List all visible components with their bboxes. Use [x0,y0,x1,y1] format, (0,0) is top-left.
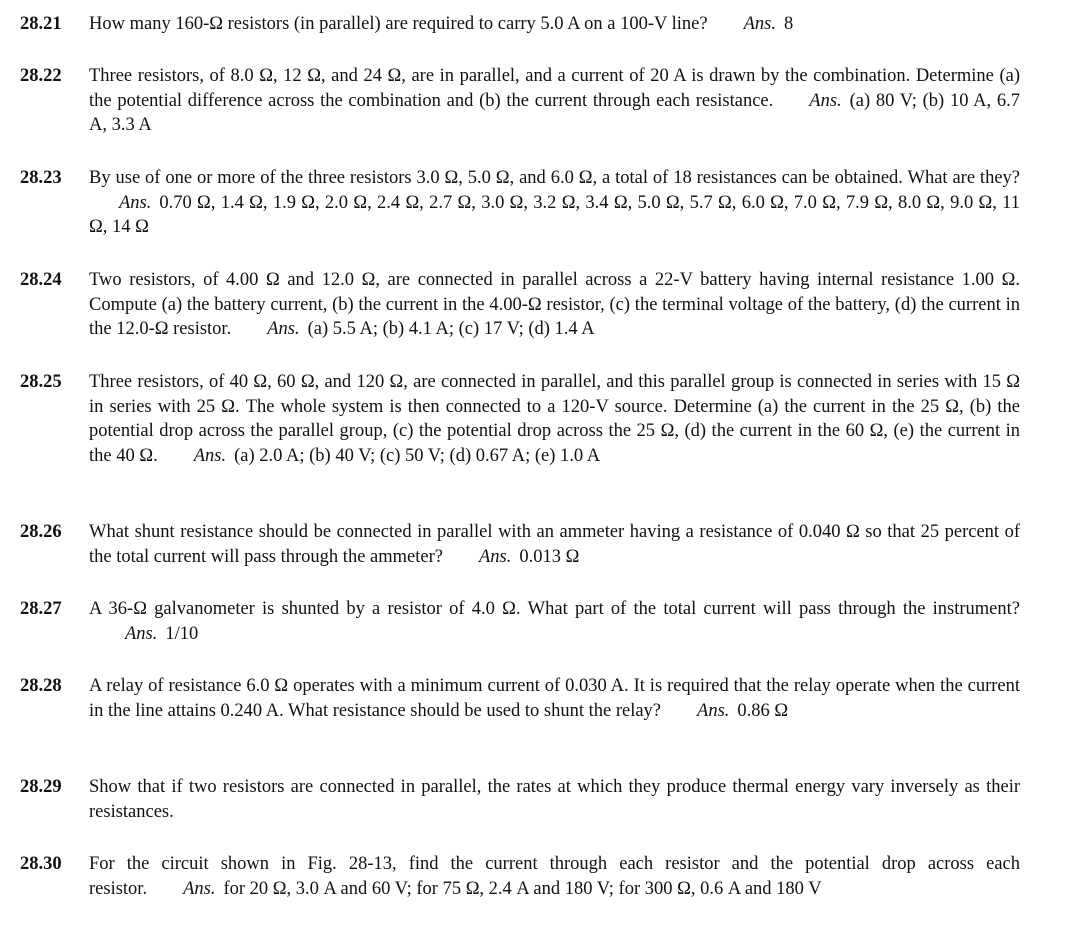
answer-label: Ans. [125,623,158,644]
problem-text: How many 160-Ω resistors (in parallel) are required to carry 5.0 A on a 100-V line? [89,14,708,34]
problem-body [89,166,1020,240]
answer-text: 8 [783,14,794,34]
answer-label: Ans. [697,700,730,721]
problem-number: 28.26 [20,522,62,542]
problem-text: For the circuit shown in Fig. 28-13, find the current through each resistor and the potential drop across each resistor. [89,854,1020,899]
problem-body [89,674,1020,723]
answer-label: Ans. [743,14,776,34]
problem-body [89,852,1020,901]
answer-label: Ans. [267,319,300,340]
problem-text: A relay of resistance 6.0 Ω operates with a minimum current of 0.030 A. It is required that the relay operate when the current in the line attains 0.240 A. What resistance should be used to shunt the relay? [89,676,1020,721]
answer-label: Ans. [193,445,227,466]
problem-body [89,370,1020,468]
problem-text: Two resistors, of 4.00 Ω and 12.0 Ω, are connected in parallel across a 22-V battery having internal resistance 1.00 Ω. Compute (a) the battery current, (b) the current in the 4.00-Ω resistor, (c) the terminal voltage of the battery, (d) the current in the 12.0-Ω resistor. [89,270,1020,340]
problem-number: 28.24 [20,270,62,290]
problem-number: 28.29 [20,777,62,797]
problem-text: By use of one or more of the three resistors 3.0 Ω, 5.0 Ω, and 6.0 Ω, a total of 18 resistances can be obtained. What are they? [89,168,1020,188]
problem-text: Three resistors, of 8.0 Ω, 12 Ω, and 24 Ω, are in parallel, and a current of 20 A is drawn by the combination. Determine (a) the potential difference across the combination and (b) the current through each resistance. [89,66,1020,111]
answer-text: (a) 5.5 A; (b) 4.1 A; (c) 17 V; (d) 1.4 A [307,319,595,340]
problem-number: 28.27 [20,599,62,619]
problem-body [89,520,1020,569]
answer-text: for 20 Ω, 3.0 A and 60 V; for 75 Ω, 2.4 A and 180 V; for 300 Ω, 0.6 A and 180 V [223,878,822,899]
answer-text: 0.013 Ω [519,546,580,567]
answer-text: 0.86 Ω [737,700,789,721]
problem-number: 28.28 [20,676,62,696]
problem-body [89,775,1020,824]
answer-label: Ans. [809,90,842,111]
problem-number: 28.21 [20,14,62,34]
problem-text: Show that if two resistors are connected in parallel, the rates at which they produce thermal energy vary inversely as their resistances. [89,777,1020,822]
answer-label: Ans. [119,192,152,213]
answer-text: (a) 2.0 A; (b) 40 V; (c) 50 V; (d) 0.67 A; (e) 1.0 A [234,445,601,466]
problem-body [89,64,1020,138]
problem-number: 28.22 [20,66,62,86]
answer-label: Ans. [478,546,512,567]
problem-number: 28.30 [20,854,62,874]
answer-label: Ans. [183,878,216,899]
problem-number: 28.23 [20,168,62,188]
answer-text: 1/10 [165,623,199,644]
problem-body [89,12,1020,37]
problem-body [89,597,1020,646]
answer-text: (a) 80 V; (b) 10 A, 6.7 A, 3.3 A [89,90,1020,136]
problem-text: Three resistors, of 40 Ω, 60 Ω, and 120 Ω, are connected in parallel, and this parallel group is connected in series with 15 Ω in series with 25 Ω. The whole system is then connected to a 120-V source. Determine (a) the current in the 25 Ω, (b) the potential drop across the parallel group, (c) the potential drop across the 25 Ω, (d) the current in the 60 Ω, (e) the current in the 40 Ω. [89,372,1020,466]
answer-text: 0.70 Ω, 1.4 Ω, 1.9 Ω, 2.0 Ω, 2.4 Ω, 2.7 Ω, 3.0 Ω, 3.2 Ω, 3.4 Ω, 5.0 Ω, 5.7 Ω, 6.0 Ω, 7.0 Ω, 7.9 Ω, 8.0 Ω, 9.0 Ω, 11 Ω, 14 Ω [89,192,1020,238]
problem-text: What shunt resistance should be connected in parallel with an ammeter having a resistance of 0.040 Ω so that 25 percent of the total current will pass through the ammeter? [89,522,1020,567]
problem-body [89,268,1020,342]
problem-text: A 36-Ω galvanometer is shunted by a resistor of 4.0 Ω. What part of the total current will pass through the instrument? [89,599,1020,619]
problem-number: 28.25 [20,372,62,392]
